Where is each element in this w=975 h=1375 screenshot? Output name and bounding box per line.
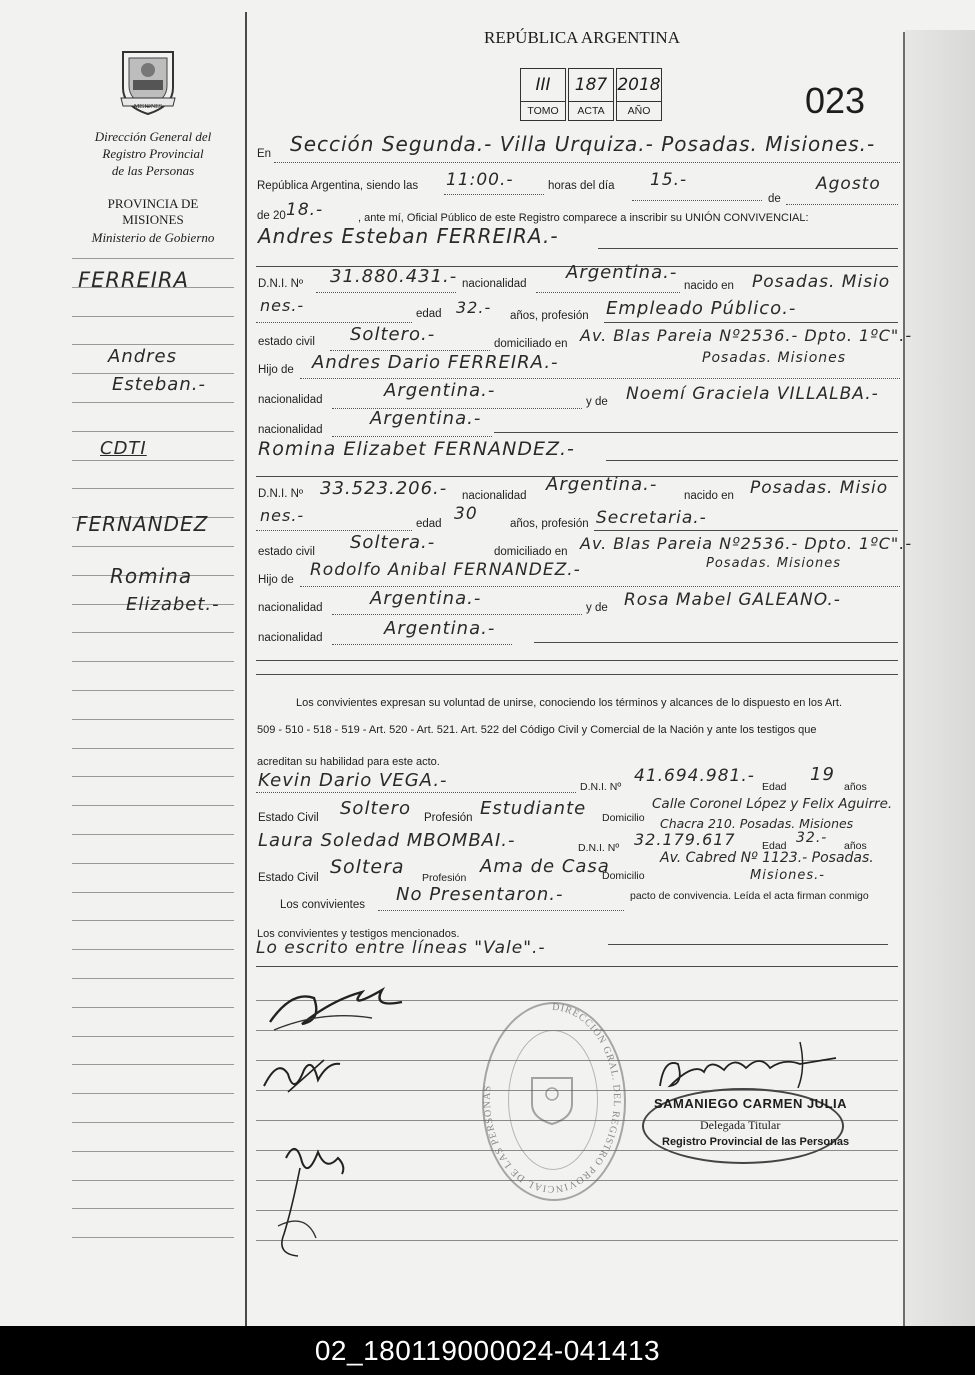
line <box>256 660 898 661</box>
person2-born-a: Posadas. Misio <box>750 478 889 498</box>
acta-box <box>568 68 614 121</box>
label-dni: D.N.I. Nº <box>258 488 304 500</box>
label-hijo: Hijo de <box>258 364 294 376</box>
margin-code: CDTI <box>100 438 147 459</box>
time-value: 11:00.- <box>446 170 514 190</box>
label-year: de 20 <box>257 210 286 222</box>
margin-ruled-line <box>72 1180 234 1181</box>
label-horas: horas del día <box>548 180 615 192</box>
line <box>608 944 888 945</box>
label-dni: D.N.I. Nº <box>578 842 620 854</box>
record-boxes <box>520 68 664 121</box>
line <box>256 674 898 675</box>
person1-name: Andres Esteban FERREIRA.- <box>258 224 559 248</box>
witness2-profession: Ama de Casa <box>480 856 610 877</box>
witness2-address-a: Av. Cabred Nº 1123.- Posadas. <box>660 850 874 866</box>
line <box>378 910 624 911</box>
line <box>786 204 898 205</box>
margin-ruled-line <box>72 949 234 950</box>
line <box>300 586 900 587</box>
margin-ruled-line <box>72 402 234 403</box>
person2-profession: Secretaria.- <box>596 508 707 528</box>
line <box>598 248 898 249</box>
margin-given-2a: Romina <box>110 564 193 588</box>
acta-value: 187 <box>569 69 613 102</box>
registry-province <box>72 196 234 228</box>
margin-ruled-line <box>72 1036 234 1037</box>
person1-age: 32.- <box>456 298 492 317</box>
margin-ruled-line <box>72 1064 234 1065</box>
person2-name: Romina Elizabet FERNANDEZ.- <box>258 438 575 460</box>
label-profesion: Profesión <box>424 812 473 824</box>
margin-ruled-line <box>72 834 234 835</box>
place-value: Sección Segunda.- Villa Urquiza.- Posadas. Misiones.- <box>290 132 876 156</box>
margin-ruled-line <box>72 892 234 893</box>
witness2-address-b: Misiones.- <box>750 868 825 883</box>
label-nacionalidad: nacionalidad <box>258 394 323 406</box>
month-value: Agosto <box>816 174 881 194</box>
person1-father-place: Posadas. Misiones <box>702 350 847 366</box>
label-dni: D.N.I. Nº <box>580 781 622 793</box>
label-anos: años <box>844 781 867 793</box>
person2-age: 30 <box>454 504 478 524</box>
margin-ruled-line <box>72 690 234 691</box>
witness1-address-b: Chacra 210. Posadas. Misiones <box>660 816 854 831</box>
person1-father: Andres Dario FERREIRA.- <box>312 352 559 373</box>
label-profesion: años, profesión <box>510 518 589 530</box>
label-convivientes: Los convivientes <box>280 899 366 911</box>
margin-ruled-line <box>72 863 234 864</box>
year-value: 18.- <box>286 200 324 220</box>
anio-box <box>616 68 662 121</box>
label-y-de: y de <box>586 396 608 408</box>
margin-given-2b: Elizabet.- <box>126 594 220 615</box>
label-edad: Edad <box>762 781 787 793</box>
margin-ruled-line <box>72 344 234 345</box>
line <box>536 292 680 293</box>
label-domicilio: domiciliado en <box>494 338 568 350</box>
acta-label: ACTA <box>577 105 605 117</box>
margin-ruled-line <box>72 719 234 720</box>
document-title: REPÚBLICA ARGENTINA <box>484 28 680 47</box>
line <box>632 200 762 201</box>
official-name: SAMANIEGO CARMEN JULIA <box>654 1096 848 1111</box>
margin-ruled-line <box>72 632 234 633</box>
line <box>604 322 898 323</box>
margin-ruled-line <box>72 1122 234 1123</box>
margin-ruled-line <box>72 488 234 489</box>
intro-text: , ante mí, Oficial Público de este Registro comparece a inscribir su UNIÓN CONVIVENCIAL: <box>358 212 809 224</box>
witness1-profession: Estudiante <box>480 798 587 819</box>
margin-ruled-line <box>72 431 234 432</box>
label-estado-civil: estado civil <box>258 336 315 348</box>
anio-label: AÑO <box>627 105 651 117</box>
witness2-dni: 32.179.617 <box>634 830 736 849</box>
margin-ruled-line <box>72 546 234 547</box>
line <box>606 460 898 461</box>
person1-nationality: Argentina.- <box>566 262 678 283</box>
margin-given-1b: Esteban.- <box>112 374 206 395</box>
pact-value: No Presentaron.- <box>396 884 564 905</box>
registry-agency <box>72 128 234 179</box>
label-nacionalidad: nacionalidad <box>258 602 323 614</box>
person2-dni: 33.523.206.- <box>320 478 448 499</box>
person1-born-a: Posadas. Misio <box>752 272 891 292</box>
line <box>256 966 898 967</box>
label-de: de <box>768 193 781 205</box>
person2-father-nat: Argentina.- <box>370 588 482 609</box>
person1-father-nat: Argentina.- <box>384 380 496 401</box>
interline-note: Lo escrito entre líneas "Vale".- <box>256 938 546 958</box>
registry-ministry: Ministerio de Gobierno <box>91 230 215 245</box>
person1-profession: Empleado Público.- <box>606 298 797 319</box>
line <box>332 644 512 645</box>
agency-line-3: de las Personas <box>111 163 195 178</box>
witness1-civil: Soltero <box>340 798 411 819</box>
line <box>330 350 490 351</box>
label-estado-civil: Estado Civil <box>258 872 319 884</box>
person1-mother-nat: Argentina.- <box>370 408 482 429</box>
margin-surname-2: FERNANDEZ <box>76 512 209 536</box>
label-nacionalidad: nacionalidad <box>258 424 323 436</box>
margin-ruled-line <box>72 316 234 317</box>
person2-nationality: Argentina.- <box>546 474 658 495</box>
statement-line-2: 509 - 510 - 518 - 519 - Art. 520 - Art. 521. Art. 522 del Código Civil y Comercial de la Nación y ante los testigos que <box>257 724 817 736</box>
official-role: Delegada Titular <box>700 1118 781 1132</box>
agency-line-2: Registro Provincial <box>102 146 204 161</box>
margin-divider <box>245 12 247 1326</box>
label-nacionalidad: nacionalidad <box>462 278 527 290</box>
person2-mother-nat: Argentina.- <box>384 618 496 639</box>
margin-ruled-line <box>72 776 234 777</box>
line <box>256 530 412 531</box>
label-profesion: Profesión <box>422 872 467 884</box>
province-line-1: PROVINCIA DE <box>107 196 199 211</box>
statement-line-3: acreditan su habilidad para este acto. <box>257 756 440 768</box>
margin-ruled-line <box>72 1208 234 1209</box>
margin-ruled-line <box>72 1007 234 1008</box>
label-edad: Edad <box>762 840 787 852</box>
agency-line-1: Dirección General del <box>94 129 212 144</box>
margin-ruled-line <box>72 460 234 461</box>
margin-ruled-line <box>72 920 234 921</box>
person2-born-b: nes.- <box>260 506 305 525</box>
closing-text: Los convivientes y testigos mencionados. <box>257 928 460 940</box>
witness1-age: 19 <box>810 764 835 785</box>
line <box>494 432 898 433</box>
signature-2-icon <box>258 1052 348 1102</box>
margin-ruled-line <box>72 1093 234 1094</box>
line <box>256 792 576 793</box>
day-value: 15.- <box>650 170 688 190</box>
person2-father: Rodolfo Anibal FERNANDEZ.- <box>310 560 581 580</box>
label-edad: edad <box>416 308 442 320</box>
signature-3-icon <box>256 1138 356 1263</box>
label-anos: años <box>844 840 867 852</box>
line <box>332 436 492 437</box>
crest-label: MISIONES <box>133 104 163 110</box>
official-office: Registro Provincial de las Personas <box>662 1136 850 1148</box>
person2-civil: Soltera.- <box>350 532 436 553</box>
page-shadow <box>905 30 975 1326</box>
scan-id-footer: 02_180119000024-041413 <box>0 1326 975 1375</box>
witness2-name: Laura Soledad MBOMBAI.- <box>258 830 516 851</box>
line <box>444 194 544 195</box>
label-hijo: Hijo de <box>258 574 294 586</box>
line <box>274 162 900 163</box>
label-en: En <box>257 148 272 160</box>
pact-text: pacto de convivencia. Leída el acta firman conmigo <box>630 890 869 902</box>
person1-civil: Soltero.- <box>350 324 436 345</box>
person1-address: Av. Blas Pareia Nº2536.- Dpto. 1ºC".- <box>580 326 913 345</box>
witness2-age: 32.- <box>796 830 828 846</box>
margin-ruled-line <box>72 748 234 749</box>
label-nacido: nacido en <box>684 280 734 292</box>
margin-ruled-line <box>72 1151 234 1152</box>
seal-emblem-icon <box>522 1070 582 1130</box>
tomo-label: TOMO <box>527 105 559 117</box>
line <box>594 530 898 531</box>
label-domicilio: Domicilio <box>602 870 645 882</box>
signature-1-icon <box>262 980 412 1040</box>
tomo-value: III <box>521 69 565 102</box>
label-estado-civil: estado civil <box>258 546 315 558</box>
label-edad: edad <box>416 518 442 530</box>
label-estado-civil: Estado Civil <box>258 812 319 824</box>
label-republica: República Argentina, siendo las <box>257 180 419 192</box>
witness1-address-a: Calle Coronel López y Felix Aguirre. <box>652 796 893 812</box>
witness1-name: Kevin Dario VEGA.- <box>258 770 448 791</box>
label-nacionalidad: nacionalidad <box>258 632 323 644</box>
province-line-2: MISIONES <box>122 212 184 227</box>
line <box>534 642 898 643</box>
line <box>316 292 456 293</box>
label-nacido: nacido en <box>684 490 734 502</box>
margin-ruled-line <box>72 978 234 979</box>
right-border <box>903 32 905 1326</box>
witness2-civil: Soltera <box>330 856 405 878</box>
margin-ruled-line <box>72 1237 234 1238</box>
witness1-dni: 41.694.981.- <box>634 766 755 786</box>
label-domicilio: Domicilio <box>602 812 645 824</box>
label-dni: D.N.I. Nº <box>258 278 304 290</box>
line <box>256 322 412 323</box>
label-nacionalidad: nacionalidad <box>462 490 527 502</box>
margin-surname-1: FERREIRA <box>78 268 189 292</box>
label-y-de: y de <box>586 602 608 614</box>
seal-ring-text: DIRECCIÓN GRAL. DEL REGISTRO PROVINCIAL DE LAS PERSONAS <box>481 1001 622 1195</box>
line <box>300 378 900 379</box>
margin-ruled-line <box>72 805 234 806</box>
person1-mother: Noemí Graciela VILLALBA.- <box>626 384 879 404</box>
margin-given-1a: Andres <box>108 346 177 367</box>
person2-father-place: Posadas. Misiones <box>706 556 841 571</box>
tomo-box <box>520 68 566 121</box>
person1-born-b: nes.- <box>260 296 305 315</box>
person2-address: Av. Blas Pareia Nº2536.- Dpto. 1ºC".- <box>580 534 913 553</box>
label-profesion: años, profesión <box>510 310 589 322</box>
statement-line-1: Los convivientes expresan su voluntad de unirse, conociendo los términos y alcances de lo dispuesto en los Art. <box>296 697 843 709</box>
line <box>332 614 582 615</box>
margin-ruled-line <box>72 661 234 662</box>
label-domicilio: domiciliado en <box>494 546 568 558</box>
anio-value: 2018 <box>617 69 661 102</box>
page-number: 023 <box>805 80 866 121</box>
person1-dni: 31.880.431.- <box>330 266 458 287</box>
margin-ruled-line <box>72 258 234 259</box>
person2-mother: Rosa Mabel GALEANO.- <box>624 590 841 610</box>
